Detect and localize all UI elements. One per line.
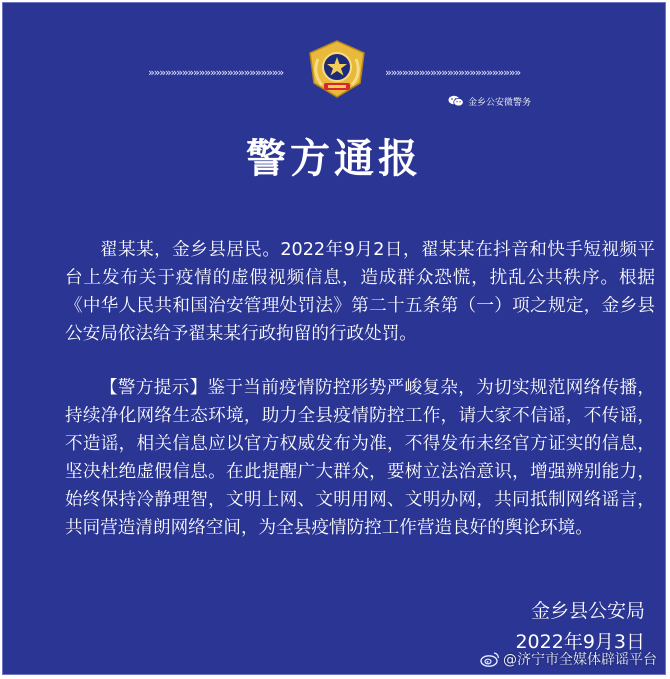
weibo-icon: [480, 651, 500, 667]
notice-paragraph-1: 翟某某，金乡县居民。2022年9月2日，翟某某在抖音和快手短视频平台上发布关于疫情的虚假视频信息，造成群众恐慌，扰乱公共秩序。根据《中华人民共和国治安管理处罚法》第二十五条第（一）项之规定，金乡县公安局依法给予翟某某行政拘留的行政处罚。: [65, 240, 655, 344]
police-emblem-icon: [304, 39, 370, 99]
header-decoration-left: »»»»»»»»»»»»»»»»»»»»»»»»: [148, 66, 283, 79]
notice-poster: [2, 2, 666, 675]
signature-date: 2022年9月3日: [515, 631, 645, 653]
watermark-text: @济宁市全媒体辟谣平台: [503, 652, 657, 668]
wechat-icon: [448, 95, 464, 107]
signature-org: 金乡县公安局: [530, 600, 645, 622]
account-name: 金乡公安微警务: [468, 97, 532, 108]
header-decoration-right: »»»»»»»»»»»»»»»»»»»»»»»»: [385, 66, 520, 79]
account-badge: [448, 93, 531, 109]
notice-title: 警方通报: [246, 136, 422, 182]
watermark: [480, 650, 657, 668]
notice-paragraph-2: 【警方提示】鉴于当前疫情防控形势严峻复杂，为切实规范网络传播，持续净化网络生态环境，助力全县疫情防控工作，请大家不信谣，不传谣，不造谣，相关信息应以官方权威发布为准，不得发布未经官方证实的信息，坚决杜绝虚假信息。在此提醒广大群众，要树立法治意识，增强辨别能力，始终保持冷静理智，文明上网、文明用网、文明办网，共同抵制网络谣言，共同营造清朗网络空间，为全县疫情防控工作营造良好的舆论环境。: [65, 378, 655, 538]
